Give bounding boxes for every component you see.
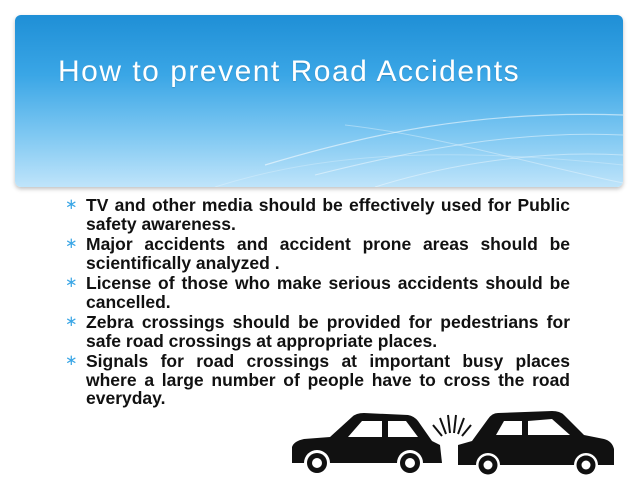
asterisk-icon: ∗ bbox=[65, 274, 78, 291]
bullet-text: Signals for road crossings at important busy places where a large number of people have to cross the road everyday. bbox=[86, 351, 570, 408]
right-car-icon bbox=[458, 411, 614, 477]
list-item bbox=[62, 274, 570, 311]
bullet-text: License of those who make serious accidents should be cancelled. bbox=[86, 273, 570, 312]
slide-title: How to prevent Road Accidents bbox=[58, 55, 521, 88]
asterisk-icon: ∗ bbox=[65, 235, 78, 252]
bullet-text: Major accidents and accident prone areas should be scientifically analyzed . bbox=[86, 234, 570, 273]
list-item bbox=[62, 313, 570, 350]
title-banner bbox=[15, 15, 623, 187]
left-car-icon bbox=[292, 413, 442, 476]
list-item bbox=[62, 196, 570, 233]
banner-wave-decoration bbox=[15, 15, 623, 187]
list-item bbox=[62, 235, 570, 272]
bullet-list bbox=[62, 196, 570, 410]
impact-lines-icon bbox=[433, 415, 471, 436]
bullet-text: TV and other media should be effectively used for Public safety awareness. bbox=[86, 195, 570, 234]
list-item bbox=[62, 352, 570, 408]
bullet-text: Zebra crossings should be provided for pedestrians for safe road crossings at appropriate places. bbox=[86, 312, 570, 351]
car-crash-icon bbox=[290, 405, 620, 477]
asterisk-icon: ∗ bbox=[65, 352, 78, 369]
asterisk-icon: ∗ bbox=[65, 313, 78, 330]
asterisk-icon: ∗ bbox=[65, 196, 78, 213]
